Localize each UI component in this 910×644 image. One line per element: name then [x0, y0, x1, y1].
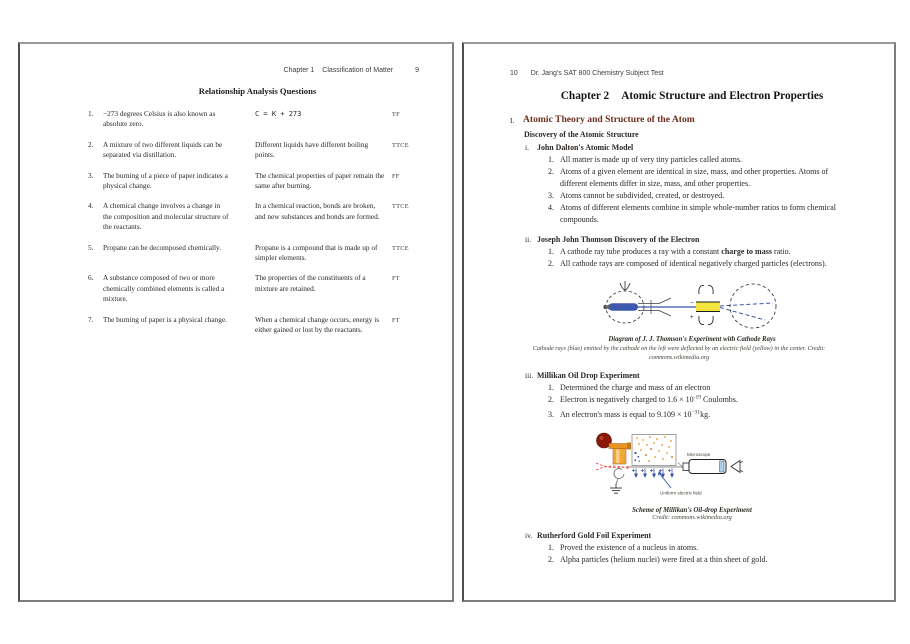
question-number: 5. [88, 242, 94, 252]
microscope-eyepiece [683, 463, 689, 471]
thomson-list [548, 246, 874, 270]
undeflected-ray-dashed [720, 303, 773, 306]
dalton-list [548, 154, 874, 227]
question-row [88, 171, 427, 192]
item-text: All cathode rays are composed of identical negatively charged particles (electrons). [560, 258, 827, 268]
running-header-text [284, 67, 394, 74]
question-statement: The burning of a piece of paper indicates a physical change. [103, 170, 228, 191]
question-statement: −273 degrees Celsius is also known as absolute zero. [103, 109, 216, 129]
question-reason: In a chemical reaction, bonds are broken, and new substances and bonds are formed. [255, 201, 380, 221]
relationship-analysis-table [88, 109, 427, 336]
microscope-label: Microscope [687, 452, 711, 458]
list-item [548, 246, 874, 258]
list-item [548, 409, 874, 421]
list-item [548, 202, 874, 226]
thomson-figure [510, 276, 874, 363]
item-number: 1. [548, 543, 554, 553]
question-statement: A substance composed of two or more chemically combined elements is called a mixture. [103, 273, 225, 304]
atomizer-nozzle-tip [627, 443, 631, 450]
question-answer: FT [392, 275, 400, 283]
item-text: Determined the charge and mass of an electron [560, 382, 711, 392]
question-answer: TF [392, 111, 400, 118]
rutherford-numeral: iv. [525, 531, 533, 541]
millikan-list [548, 382, 874, 421]
question-number: 1. [88, 109, 94, 118]
plus-marks [632, 469, 671, 472]
atomizer-reservoir-shine [616, 450, 620, 464]
item-text-pre: A cathode ray tube produces a ray with a constant [560, 246, 722, 256]
header-section-label: Classification of Matter [322, 67, 394, 74]
item-text: Proved the existence of a nucleus in atoms. [560, 543, 699, 553]
item-number: 1. [548, 382, 554, 392]
chapter-title [510, 90, 874, 102]
item-text: Atoms of a given element are identical in size, mass, and other properties. Atoms of different elements differ in size, mass, and other properties. [560, 167, 829, 189]
item-text-pre: Electron is negatively charged to 1.6 × 10 [560, 395, 694, 405]
question-row [88, 201, 427, 232]
cathode-lead-icon [620, 281, 630, 291]
screen-dashed-circle [730, 284, 776, 328]
list-item [548, 382, 874, 394]
header-chapter-label: Chapter 1 [283, 67, 315, 74]
header-book-title: Dr. Jang's SAT 800 Chemistry Subject Test [530, 70, 664, 77]
plus-label: + [690, 314, 694, 321]
question-answer: TTCE [392, 203, 409, 211]
item-number: 2. [548, 555, 554, 565]
exponent: -19 [693, 394, 702, 401]
millikan-figure [510, 427, 874, 521]
millikan-heading [525, 371, 874, 380]
question-reason: When a chemical change occurs, energy is either gained or lost by the reactants. [255, 314, 380, 335]
page-left [18, 42, 454, 602]
question-reason: The properties of the constituents of a mixture are retained. [255, 273, 366, 293]
question-reason: C = K + 273 [255, 110, 302, 118]
question-number: 3. [88, 170, 94, 180]
cathode-ray-tube-diagram [601, 276, 783, 330]
section-title: Atomic Theory and Structure of the Atom [523, 114, 695, 125]
item-text-pre: An electron's mass is equal to 9.109 × 10 [560, 410, 692, 420]
thomson-figure-caption: Diagram of J. J. Thomson's Experiment with Cathode Rays [608, 335, 776, 343]
minus-label: − [690, 300, 694, 307]
field-pointer-arrow [660, 474, 672, 489]
item-number: 3. [548, 191, 554, 201]
millikan-numeral: iii. [525, 370, 534, 380]
question-row [88, 109, 427, 130]
thomson-numeral: ii. [525, 234, 532, 244]
thomson-figure-description: Cathode rays (blue) emitted by the cathode on the left were deflected by an electric field (yellow) in the center. Credit: commons.wikimedia.org [532, 344, 826, 362]
atomizer-nozzle [609, 444, 629, 449]
list-item [548, 394, 874, 406]
page-title: Relationship Analysis Questions [198, 86, 317, 96]
field-label: Uniform electric field [660, 490, 702, 496]
question-row [88, 140, 427, 161]
item-text-post: Coulombs. [701, 395, 738, 405]
dalton-heading [525, 143, 874, 152]
section-numeral: I. [510, 115, 515, 125]
dalton-title: John Dalton's Atomic Model [537, 143, 634, 152]
item-number: 1. [548, 155, 554, 164]
item-text: Atoms cannot be subdivided, created, or destroyed. [560, 191, 725, 201]
page-number-left: 9 [415, 67, 419, 74]
question-row [88, 315, 427, 336]
item-text-post: kg. [700, 410, 711, 420]
item-text [560, 394, 856, 406]
exponent: −31 [691, 409, 701, 416]
question-answer: TTCE [392, 244, 409, 252]
chapter-name: Atomic Structure and Electron Properties [621, 90, 824, 102]
item-number: 1. [548, 246, 554, 256]
item-number: 2. [548, 258, 554, 268]
item-number: 3. [548, 410, 554, 420]
item-number: 2. [548, 167, 554, 177]
atomizer-bulb-highlight [600, 436, 604, 440]
question-answer: FF [392, 172, 400, 180]
oil-drop-apparatus-diagram [591, 427, 763, 501]
item-text-bold: charge to mass [721, 246, 772, 256]
millikan-title: Millikan Oil Drop Experiment [537, 370, 640, 380]
question-statement: Propane can be decomposed chemically. [103, 242, 222, 252]
page-number-right: 10 [510, 70, 518, 77]
eye-icon [731, 461, 743, 473]
section-heading [510, 114, 874, 125]
question-number: 7. [88, 314, 94, 324]
dalton-numeral: i. [525, 143, 530, 152]
list-item [548, 190, 874, 202]
question-reason: The chemical properties of paper remain the same after burning. [255, 170, 385, 191]
ground-symbol [610, 484, 622, 493]
question-statement: A chemical change involves a change in the composition and molecular structure of the reactants. [103, 201, 229, 232]
question-statement: The burning of paper is a physical change. [103, 314, 228, 324]
rutherford-heading [525, 531, 874, 540]
question-row [88, 273, 427, 304]
question-number: 2. [88, 139, 94, 149]
ground-connection [614, 469, 624, 484]
item-text: All matter is made up of very tiny particles called atoms. [560, 155, 742, 164]
deflected-ray-dashed [720, 307, 765, 320]
running-header-right [510, 70, 874, 77]
item-text: Atoms of different elements combine in simple whole-number ratios to form chemical compounds. [560, 203, 836, 225]
list-item [548, 154, 874, 166]
chapter-label: Chapter 2 [560, 90, 610, 102]
question-statement: A mixture of two different liquids can be separated via distillation. [103, 139, 223, 160]
item-text: Alpha particles (helium nuclei) were fired at a thin sheet of gold. [560, 555, 768, 565]
item-text [560, 246, 856, 258]
question-answer: FT [392, 316, 400, 324]
running-header-left [88, 67, 427, 74]
subsection-heading: Discovery of the Atomic Structure [524, 130, 639, 139]
question-reason: Propane is a compound that is made up of simpler elements. [255, 242, 378, 263]
question-number: 6. [88, 273, 94, 283]
item-text-post: ratio. [771, 246, 791, 256]
question-answer: TTCE [392, 141, 409, 149]
rutherford-list [548, 542, 874, 566]
item-number: 4. [548, 203, 554, 213]
question-reason: Different liquids have different boiling points. [255, 139, 369, 160]
microscope-lens [720, 461, 725, 472]
list-item [548, 258, 874, 270]
millikan-figure-credit: Credit: commons.wikimedia.org [652, 514, 732, 522]
thomson-heading [525, 235, 874, 244]
list-item [548, 166, 874, 190]
field-arrows [635, 469, 674, 478]
question-number: 4. [88, 201, 94, 211]
electric-field-region [696, 302, 720, 312]
page-right [462, 42, 896, 602]
rutherford-title: Rutherford Gold Foil Experiment [537, 531, 652, 541]
item-number: 2. [548, 395, 554, 405]
coil-bottom [699, 316, 713, 325]
question-row [88, 243, 427, 264]
list-item [548, 554, 874, 566]
list-item [548, 542, 874, 554]
cathode-capsule [609, 303, 638, 310]
item-text [560, 409, 856, 421]
coil-top [699, 285, 713, 294]
thomson-title: Joseph John Thomson Discovery of the Electron [537, 234, 700, 244]
millikan-figure-caption: Scheme of Millikan's Oil-drop Experiment [632, 507, 752, 515]
